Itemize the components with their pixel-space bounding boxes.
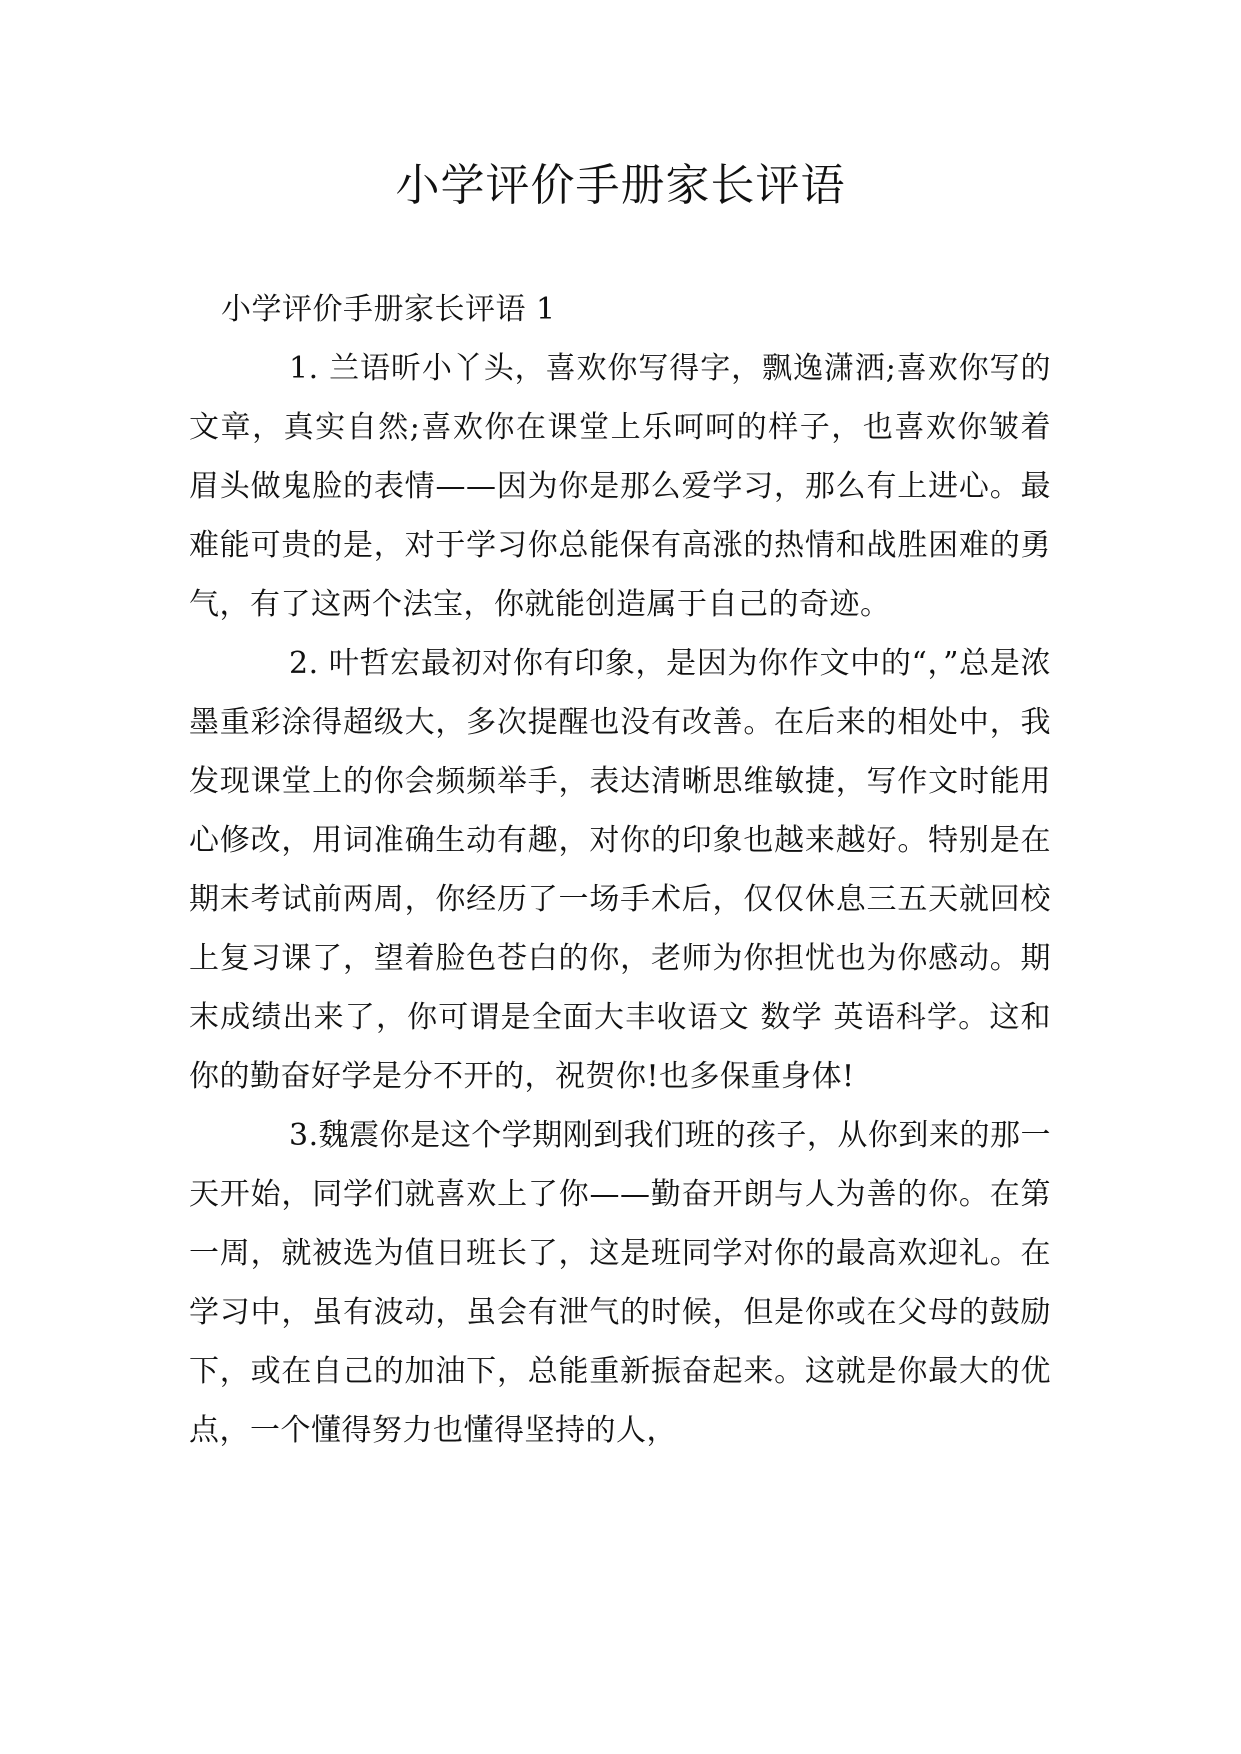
document-body bbox=[189, 280, 1051, 1460]
comment-paragraph-3: 3.魏震你是这个学期刚到我们班的孩子，从你到来的那一天开始，同学们就喜欢上了你——勤奋开朗与人为善的你。在第一周，就被选为值日班长了，这是班同学对你的最高欢迎礼。在学习中，虽有波动，虽会有泄气的时候，但是你或在父母的鼓励下，或在自己的加油下，总能重新振奋起来。这就是你最大的优点，一个懂得努力也懂得坚持的人， bbox=[189, 1118, 1051, 1448]
section-heading: 小学评价手册家长评语 1 bbox=[221, 292, 556, 327]
comment-paragraph-2: 2. 叶哲宏最初对你有印象，是因为你作文中的“，”总是浓墨重彩涂得超级大，多次提醒也没有改善。在后来的相处中，我发现课堂上的你会频频举手，表达清晰思维敏捷，写作文时能用心修改，用词准确生动有趣，对你的印象也越来越好。特别是在期末考试前两周，你经历了一场手术后，仅仅休息三五天就回校上复习课了，望着脸色苍白的你，老师为你担忧也为你感动。期末成绩出来了，你可谓是全面大丰收语文 数学 英语科学。这和你的勤奋好学是分不开的，祝贺你!也多保重身体! bbox=[189, 646, 1051, 1094]
comment-paragraph-1: 1. 兰语昕小丫头，喜欢你写得字，飘逸潇洒;喜欢你写的文章，真实自然;喜欢你在课堂上乐呵呵的样子，也喜欢你皱着眉头做鬼脸的表情——因为你是那么爱学习，那么有上进心。最难能可贵的是，对于学习你总能保有高涨的热情和战胜困难的勇气，有了这两个法宝，你就能创造属于自己的奇迹。 bbox=[189, 351, 1051, 622]
document-title: 小学评价手册家长评语 bbox=[395, 160, 846, 211]
